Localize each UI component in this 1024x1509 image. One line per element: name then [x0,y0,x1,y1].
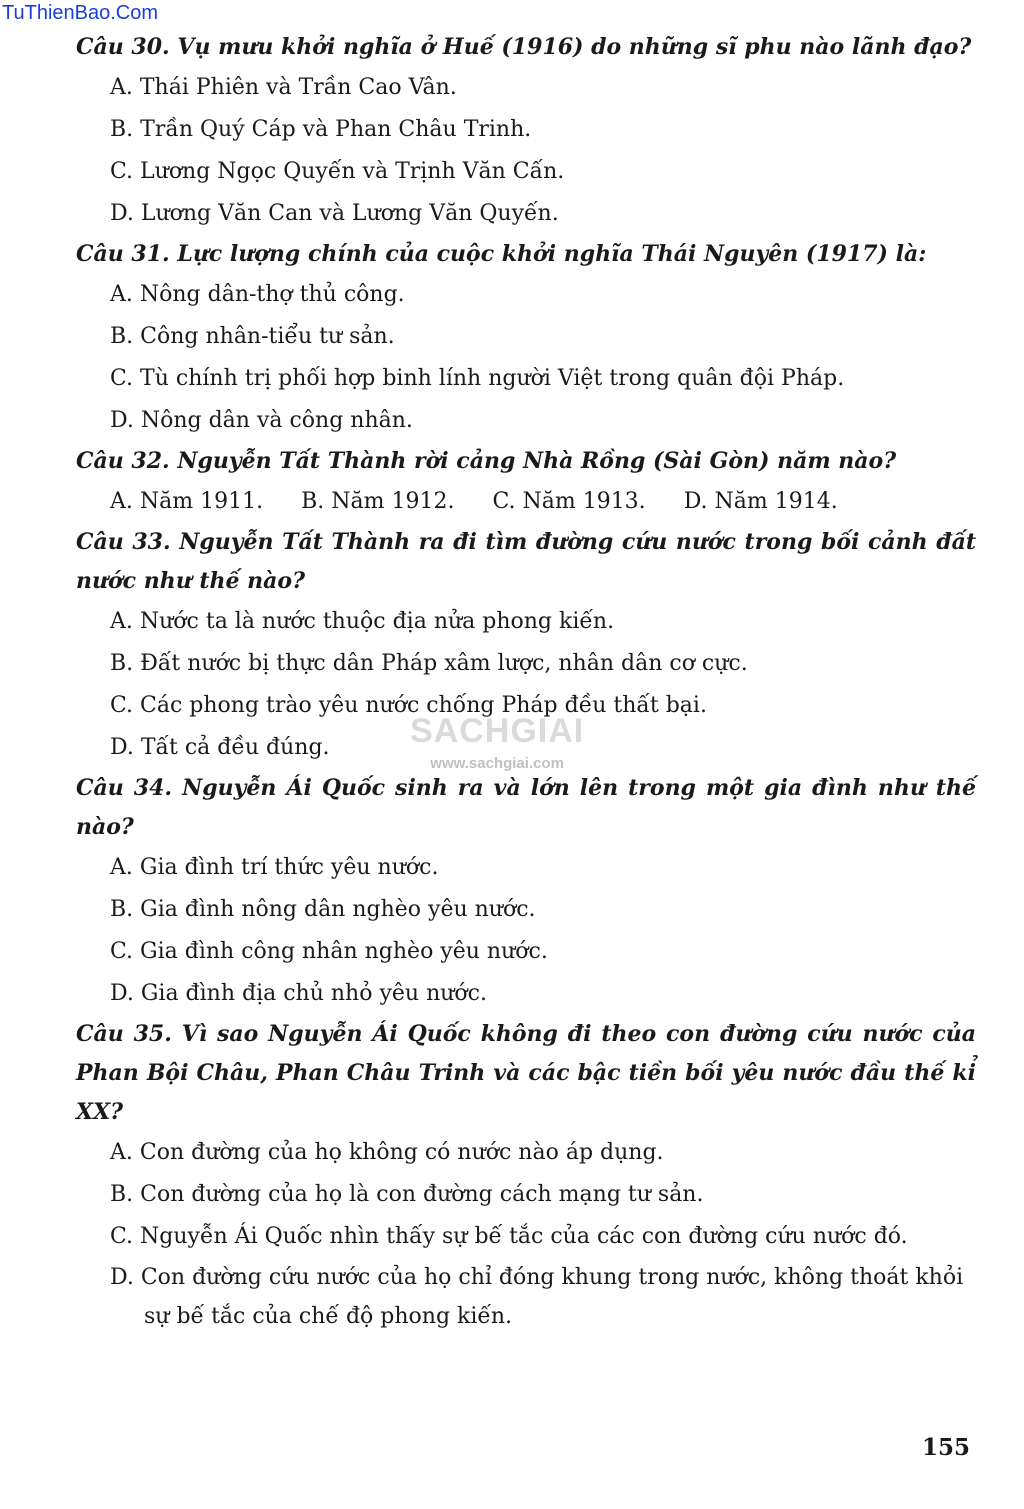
option-d: D. Tất cả đều đúng. [110,735,330,760]
page-number: 155 [921,1434,970,1461]
question-label: Câu 32. [76,448,170,474]
question-block [76,28,976,235]
option-b: B. Năm 1912. [301,489,455,514]
option-c: C. Lương Ngọc Quyến và Trịnh Văn Cấn. [110,159,565,184]
option-c: C. Gia đình công nhân nghèo yêu nước. [110,939,548,964]
page-content [76,28,976,1336]
question-block [76,442,976,523]
option-c: C. Năm 1913. [492,489,646,514]
question-label: Câu 33. [76,529,171,555]
option-c: C. Các phong trào yêu nước chống Pháp đều thất bại. [110,693,707,718]
option-list [76,274,976,442]
question-body: Vì sao Nguyễn Ái Quốc không đi theo con đường cứu nước của Phan Bội Châu, Phan Châu Trinh và các bậc tiền bối yêu nước đầu thế kỉ XX? [76,1021,976,1125]
question-block [76,769,976,1015]
option-list [76,601,976,769]
option-c: C. Nguyễn Ái Quốc nhìn thấy sự bế tắc của các con đường cứu nước đó. [110,1224,908,1249]
option-b: B. Đất nước bị thực dân Pháp xâm lược, nhân dân cơ cực. [110,651,748,676]
option-list [76,67,976,235]
option-row [76,481,976,523]
option-b: B. Con đường của họ là con đường cách mạng tư sản. [110,1182,704,1207]
question-body: Lực lượng chính của cuộc khởi nghĩa Thái Nguyên (1917) là: [177,241,927,267]
question-text [76,769,976,847]
option-a: A. Thái Phiên và Trần Cao Vân. [110,75,457,100]
question-label: Câu 30. [76,34,170,60]
option-list [76,847,976,1015]
option-a: A. Năm 1911. [110,489,264,514]
site-link[interactable]: TuThienBao.Com [2,2,158,24]
option-d: D. Lương Văn Can và Lương Văn Quyến. [110,201,559,226]
question-label: Câu 31. [76,241,170,267]
question-text [76,1015,976,1132]
question-block [76,1015,976,1336]
option-list [76,1132,976,1336]
option-d: D. Con đường cứu nước của họ chỉ đóng khung trong nước, không thoát khỏi sự bế tắc của chế độ phong kiến. [110,1265,964,1329]
question-text [76,523,976,601]
option-d: D. Năm 1914. [683,489,838,514]
option-a: A. Nước ta là nước thuộc địa nửa phong kiến. [110,609,615,634]
option-b: B. Gia đình nông dân nghèo yêu nước. [110,897,536,922]
question-text [76,235,976,274]
option-c: C. Tù chính trị phối hợp binh lính người Việt trong quân đội Pháp. [110,366,845,391]
question-body: Vụ mưu khởi nghĩa ở Huế (1916) do những sĩ phu nào lãnh đạo? [177,34,972,60]
question-text [76,442,976,481]
question-body: Nguyễn Tất Thành rời cảng Nhà Rồng (Sài Gòn) năm nào? [177,448,897,474]
option-d: D. Nông dân và công nhân. [110,408,413,433]
question-body: Nguyễn Ái Quốc sinh ra và lớn lên trong một gia đình như thế nào? [76,775,977,840]
option-a: A. Con đường của họ không có nước nào áp dụng. [110,1140,664,1165]
watermark-url: www.sachgiai.com [430,755,564,772]
question-label: Câu 35. [76,1021,172,1047]
question-block [76,523,976,769]
option-b: B. Công nhân-tiểu tư sản. [110,324,395,349]
question-block [76,235,976,442]
option-a: A. Nông dân-thợ thủ công. [110,282,405,307]
option-d: D. Gia đình địa chủ nhỏ yêu nước. [110,981,487,1006]
question-label: Câu 34. [76,775,173,801]
question-text [76,28,976,67]
watermark-logo: SACHGIAI [410,712,585,750]
option-b: B. Trần Quý Cáp và Phan Châu Trinh. [110,117,532,142]
question-body: Nguyễn Tất Thành ra đi tìm đường cứu nước trong bối cảnh đất nước như thế nào? [76,529,976,594]
option-a: A. Gia đình trí thức yêu nước. [110,855,439,880]
